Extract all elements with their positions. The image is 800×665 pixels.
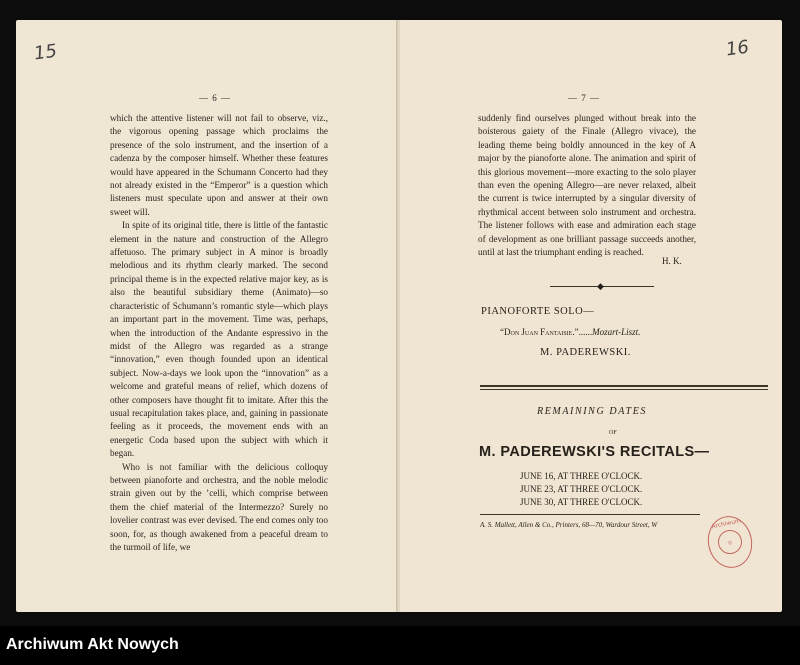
of-label: OF — [609, 430, 617, 436]
recital-date: JUNE 16, AT THREE O'CLOCK. — [520, 471, 643, 481]
recital-date: JUNE 23, AT THREE O'CLOCK. — [520, 484, 643, 494]
page-folio-left: — 6 — — [199, 93, 231, 103]
double-rule-bottom — [480, 389, 768, 390]
paragraph: which the attentive listener will not fail to observe, viz., the vigorous opening passage which proclaims the presence of the solo instrument, and the insertion of a cadenza by the composer himself. Whether these features would have appeared in the Schumann Concerto had they not already existed in the “Emperor” is a question which listeners must speculate upon and answer at their own sweet will. — [110, 113, 328, 217]
remaining-dates-heading: REMAINING DATES — [537, 406, 648, 417]
stamp-inner-ring: ◎ — [716, 528, 744, 556]
ornament-diamond: ◆ — [597, 281, 604, 291]
recitals-title: M. PADEREWSKI'S RECITALS— — [479, 444, 710, 460]
stamp-text: Archiwum — [710, 517, 742, 531]
performer-name: M. PADEREWSKI. — [540, 347, 631, 358]
handwritten-page-number-right: 16 — [724, 36, 751, 61]
recital-dates — [520, 470, 642, 509]
solo-program-line — [500, 327, 640, 337]
printer-rule — [480, 514, 700, 515]
paragraph: In spite of its original title, there is little of the fantastic element in the nature and construction of the Allegro affetuoso. The primary subject in A minor is broadly melodious and its rhythm clearly marked. The second principal theme is in the expected relative major key, as is also the beautiful subsidiary theme (Animato)—so characteristic of Schumann’s romantic style—which plays an important part in the movement. Time was, perhaps, when the introduction of the Andante espressivo in the midst of the Allegro was regarded as a strange “innovation,” even though founded upon an identical subject. Now-a-days we look upon the “innovation” as a welcome and grateful means of relief, which dozens of other composers have thought fit to imitate. After this the usual recapitulation takes place, and, gaining in passionate feeling as it proceeds, the movement ends with an energetic Coda based upon the subject with which it began. — [110, 220, 328, 459]
left-page-body — [110, 112, 328, 554]
solo-composer: Mozart-Liszt. — [592, 327, 641, 337]
handwritten-page-number-left: 15 — [32, 40, 59, 65]
solo-piece-title: “Don Juan Fantaisie.” — [500, 327, 579, 337]
paragraph: Who is not familiar with the delicious colloquy between pianoforte and orchestra, and the noble melodic strain given out by the ’celli, which comprise between them the chief material of the Intermezzo? Surely no lovelier contrast was ever devised. The end comes only too soon, for, as though awakened from a peaceful dream to the turmoil of life, we — [110, 461, 328, 552]
paragraph: suddenly find ourselves plunged without break into the boisterous gaiety of the Finale (Allegro vivace), the leading theme being boldly announced in the key of A major by the pianoforte alone. The animation and spirit of this glorious movement—more exacting to the solo player than even the opening Allegro—are never relaxed, albeit the current is twice interrupted by a singular diversity of rhythmical accent between solo instrument and orchestra. The listener follows with ease and admiration each stage of development as one brilliant passage succeeds another, until at last the triumphant ending is reached. — [478, 113, 696, 258]
double-rule-top — [480, 385, 768, 387]
signature-initials: H. K. — [662, 256, 682, 266]
right-page-body — [478, 112, 696, 259]
footer-bar — [0, 626, 800, 665]
solo-heading: PIANOFORTE SOLO— — [481, 306, 595, 317]
solo-dots: ...... — [578, 327, 593, 337]
archive-name: Archiwum Akt Nowych — [6, 636, 179, 653]
printer-credit: A. S. Mallett, Allen & Co., Printers, 68—70, Wardour Street, W — [480, 521, 658, 529]
recital-date: JUNE 30, AT THREE O'CLOCK. — [520, 497, 643, 507]
page-folio-right: — 7 — — [568, 93, 600, 103]
